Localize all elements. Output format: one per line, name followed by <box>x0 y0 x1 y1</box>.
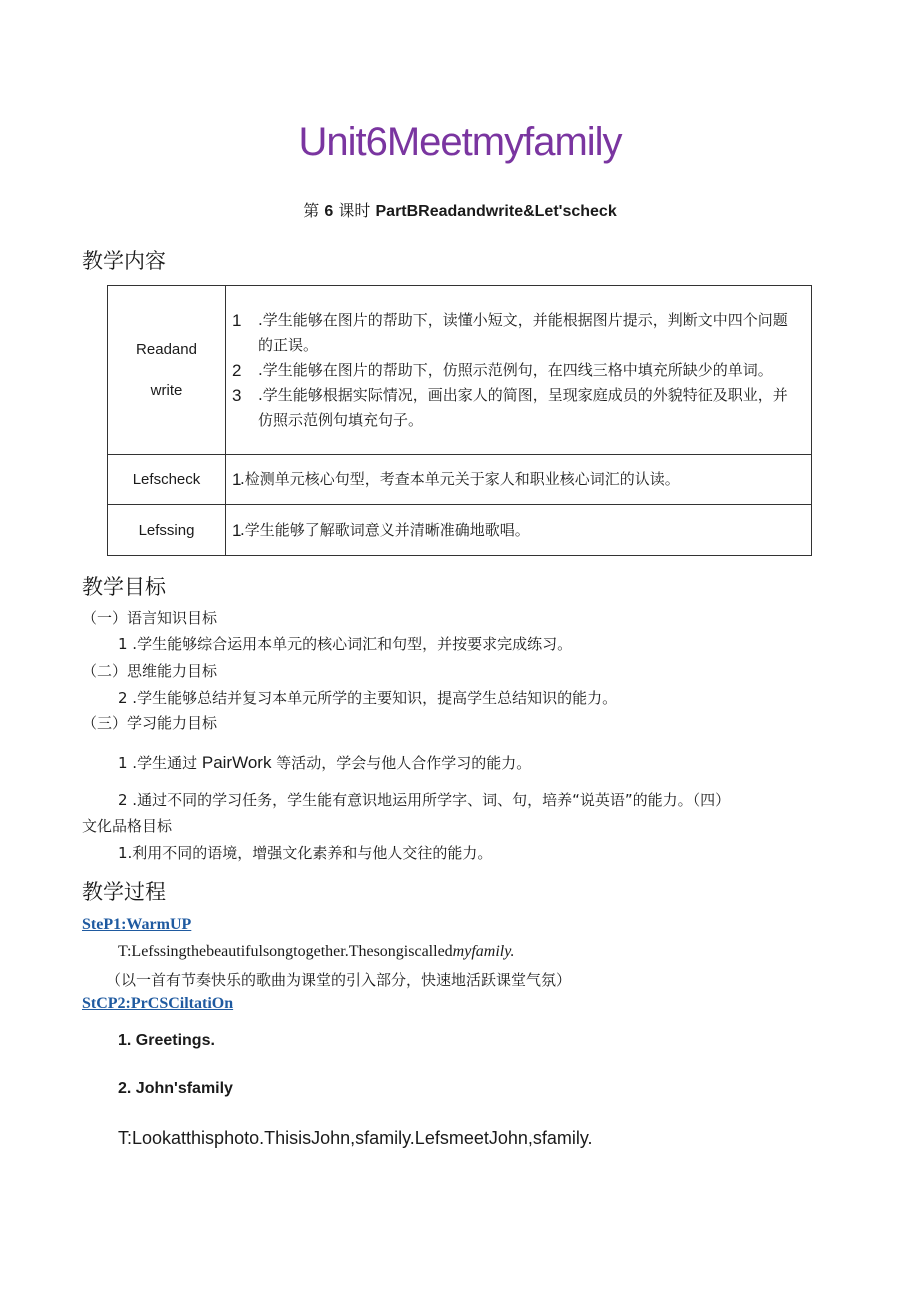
section-heading-content: 教学内容 <box>82 249 166 273</box>
item-text: .学生能够在图片的帮助下，读懂小短文，并能根据图片提示，判断文中四个问题的正误。 <box>258 310 788 354</box>
row-label: Lefscheck <box>108 455 226 505</box>
content-table <box>107 285 812 556</box>
row-label <box>108 286 226 455</box>
goal-heading-continued: 文化品格目标 <box>82 817 173 835</box>
item-number: 2 <box>232 360 242 380</box>
item-text: .学生能够根据实际情况，画出家人的简图，呈现家庭成员的外貌特征及职业，并仿照示范例句填充句子。 <box>258 385 788 429</box>
page-title: Unit6Meetmyfamily <box>298 120 622 164</box>
section-heading-goals: 教学目标 <box>82 575 166 599</box>
table-row <box>108 505 812 556</box>
goal-text-english: PairWork <box>201 753 272 772</box>
subtitle-part: PartBReadandwrite&Let'scheck <box>375 203 617 220</box>
step-note: （以一首有节奏快乐的歌曲为课堂的引入部分，快速地活跃课堂气氛） <box>106 971 572 989</box>
row-items <box>226 455 812 505</box>
lesson-subtitle <box>0 198 920 221</box>
step-item: 2. John'sfamily <box>118 1080 233 1097</box>
goal-heading: （一）语言知识目标 <box>82 609 218 627</box>
item-text: .检测单元核心句型，考查本单元关于家人和职业核心词汇的认读。 <box>240 470 680 488</box>
goal-heading: （三）学习能力目标 <box>82 714 218 732</box>
list-item <box>232 383 801 433</box>
goal-item <box>118 752 531 773</box>
list-item <box>232 467 801 492</box>
list-item <box>232 358 801 383</box>
goal-item: 1 .学生能够综合运用本单元的核心词汇和句型，并按要求完成练习。 <box>118 635 573 653</box>
step-item: 1. Greetings. <box>118 1032 215 1049</box>
step-line-italic: myfamily. <box>452 943 515 960</box>
item-text: .学生能够在图片的帮助下，仿照示范例句，在四线三格中填充所缺少的单词。 <box>258 360 773 379</box>
goal-text: 1 .学生通过 <box>118 754 202 772</box>
goal-item: 2 .学生能够总结并复习本单元所学的主要知识，提高学生总结知识的能力。 <box>118 689 618 707</box>
subtitle-number: 6 <box>324 203 334 220</box>
goal-item: 1.利用不同的语境，增强文化素养和与他人交往的能力。 <box>118 844 493 862</box>
subtitle-prefix: 第 <box>303 201 320 220</box>
table-row <box>108 286 812 455</box>
step-line-text: T:Lefssingthebeautifulsongtogether.Thesongiscalled <box>118 943 453 960</box>
row-label-line1: Readand <box>136 341 197 358</box>
section-heading-process: 教学过程 <box>82 880 166 904</box>
goal-heading: （二）思维能力目标 <box>82 662 218 680</box>
subtitle-mid: 课时 <box>338 201 371 220</box>
item-number: 1 <box>232 310 242 330</box>
item-text: .学生能够了解歌词意义并清晰准确地歌唱。 <box>240 520 530 539</box>
row-label: Lefssing <box>108 505 226 556</box>
item-number: 1 <box>232 470 242 489</box>
goal-item: 2 .通过不同的学习任务，学生能有意识地运用所学字、词、句，培养“说英语”的能力。（四） <box>118 791 731 809</box>
table-row <box>108 455 812 505</box>
step-line <box>118 943 514 961</box>
step-heading: StCP2:PrCSCiltatiOn <box>82 995 234 1012</box>
step-line: T:Lookatthisphoto.ThisisJohn,sfamily.LefsmeetJohn,sfamily. <box>118 1128 593 1148</box>
goal-text: 等活动，学会与他人合作学习的能力。 <box>271 754 532 772</box>
list-item <box>232 518 801 543</box>
item-number: 1 <box>232 520 242 540</box>
list-item <box>232 308 801 358</box>
row-items <box>226 505 812 556</box>
item-number: 3 <box>232 385 242 405</box>
row-items <box>226 286 812 455</box>
step-heading: SteP1:WarmUP <box>82 916 192 933</box>
row-label-line2: write <box>150 382 183 399</box>
